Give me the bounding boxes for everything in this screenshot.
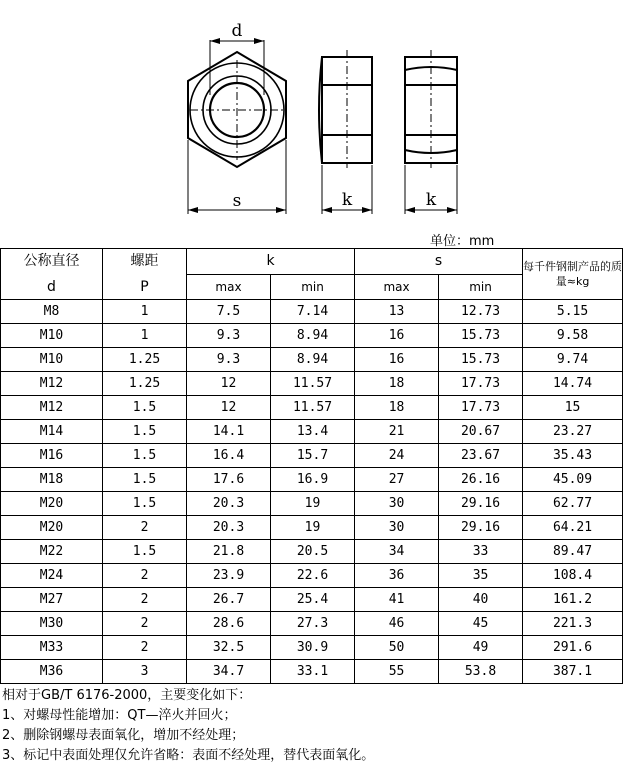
table-row: [1, 612, 623, 636]
cell-k-min: 15.7: [271, 444, 355, 468]
cell-k-max: 20.3: [187, 492, 271, 516]
cell-d: M18: [1, 468, 103, 492]
table-row: [1, 396, 623, 420]
cell-p: 1.5: [103, 468, 187, 492]
cell-s-max: 18: [355, 372, 439, 396]
table-row: [1, 420, 623, 444]
cell-s-min: 29.16: [439, 492, 523, 516]
header-s-min: min: [439, 275, 523, 300]
unit-label: 单位：mm: [430, 234, 495, 249]
cell-p: 2: [103, 612, 187, 636]
cell-s-max: 21: [355, 420, 439, 444]
cell-k-max: 12: [187, 372, 271, 396]
cell-mass: 9.74: [523, 348, 623, 372]
cell-d: M20: [1, 492, 103, 516]
cell-k-max: 12: [187, 396, 271, 420]
note-1: 1、对螺母性能增加：QT—淬火并回火；: [2, 708, 237, 723]
cell-p: 3: [103, 660, 187, 684]
cell-p: 2: [103, 636, 187, 660]
cell-k-max: 9.3: [187, 348, 271, 372]
cell-k-min: 30.9: [271, 636, 355, 660]
cell-s-min: 45: [439, 612, 523, 636]
cell-k-max: 28.6: [187, 612, 271, 636]
note-3: 3、标记中表面处理仅允许省略：表面不经处理，替代表面氧化。: [2, 748, 375, 763]
table-row: [1, 468, 623, 492]
table-row: [1, 516, 623, 540]
cell-k-max: 23.9: [187, 564, 271, 588]
cell-mass: 387.1: [523, 660, 623, 684]
dim-label-k2: k: [425, 190, 437, 210]
cell-s-max: 27: [355, 468, 439, 492]
table-row: [1, 660, 623, 684]
cell-d: M12: [1, 396, 103, 420]
cell-mass: 5.15: [523, 300, 623, 324]
cell-d: M16: [1, 444, 103, 468]
cell-p: 1.5: [103, 540, 187, 564]
cell-d: M22: [1, 540, 103, 564]
cell-k-min: 27.3: [271, 612, 355, 636]
cell-p: 1.5: [103, 420, 187, 444]
notes: [2, 686, 374, 766]
cell-p: 1: [103, 324, 187, 348]
cell-k-max: 9.3: [187, 324, 271, 348]
table-row: [1, 300, 623, 324]
cell-d: M33: [1, 636, 103, 660]
cell-k-max: 21.8: [187, 540, 271, 564]
cell-k-min: 13.4: [271, 420, 355, 444]
note-intro: 相对于GB/T 6176-2000，主要变化如下：: [2, 688, 252, 703]
dim-label-s: s: [232, 191, 242, 211]
cell-p: 2: [103, 588, 187, 612]
cell-k-max: 14.1: [187, 420, 271, 444]
cell-k-max: 32.5: [187, 636, 271, 660]
table-row: [1, 636, 623, 660]
cell-k-min: 11.57: [271, 372, 355, 396]
cell-d: M10: [1, 348, 103, 372]
cell-s-min: 26.16: [439, 468, 523, 492]
cell-s-max: 55: [355, 660, 439, 684]
table-row: [1, 444, 623, 468]
cell-s-max: 13: [355, 300, 439, 324]
cell-s-min: 53.8: [439, 660, 523, 684]
cell-k-max: 20.3: [187, 516, 271, 540]
header-k-max: max: [187, 275, 271, 300]
cell-s-max: 16: [355, 324, 439, 348]
cell-d: M27: [1, 588, 103, 612]
cell-s-min: 17.73: [439, 396, 523, 420]
cell-p: 1.5: [103, 396, 187, 420]
cell-k-max: 17.6: [187, 468, 271, 492]
table-row: [1, 492, 623, 516]
header-k: k: [187, 249, 355, 275]
cell-s-min: 33: [439, 540, 523, 564]
cell-k-max: 34.7: [187, 660, 271, 684]
header-d-symbol: d: [1, 275, 103, 300]
cell-s-max: 18: [355, 396, 439, 420]
table-row: [1, 324, 623, 348]
cell-mass: 45.09: [523, 468, 623, 492]
cell-d: M14: [1, 420, 103, 444]
header-mass: 每千件钢制产品的质量≈kg: [523, 249, 623, 300]
cell-s-min: 35: [439, 564, 523, 588]
cell-s-max: 24: [355, 444, 439, 468]
cell-p: 1.5: [103, 444, 187, 468]
cell-d: M10: [1, 324, 103, 348]
cell-k-max: 26.7: [187, 588, 271, 612]
cell-k-min: 20.5: [271, 540, 355, 564]
dim-label-d: d: [231, 21, 243, 41]
table-row: [1, 564, 623, 588]
cell-p: 1: [103, 300, 187, 324]
cell-p: 2: [103, 564, 187, 588]
cell-p: 1.5: [103, 492, 187, 516]
cell-mass: 291.6: [523, 636, 623, 660]
dim-label-k1: k: [341, 190, 353, 210]
cell-d: M30: [1, 612, 103, 636]
table-body: [1, 300, 623, 684]
nut-dimensions-table: [0, 248, 623, 684]
cell-mass: 35.43: [523, 444, 623, 468]
cell-s-max: 50: [355, 636, 439, 660]
cell-s-max: 46: [355, 612, 439, 636]
header-p-symbol: P: [103, 275, 187, 300]
cell-s-min: 40: [439, 588, 523, 612]
cell-s-min: 23.67: [439, 444, 523, 468]
cell-d: M8: [1, 300, 103, 324]
cell-s-max: 16: [355, 348, 439, 372]
cell-s-min: 15.73: [439, 348, 523, 372]
cell-mass: 221.3: [523, 612, 623, 636]
cell-s-min: 17.73: [439, 372, 523, 396]
table-row: [1, 540, 623, 564]
cell-mass: 108.4: [523, 564, 623, 588]
cell-k-min: 33.1: [271, 660, 355, 684]
note-2: 2、删除钢螺母表面氧化，增加不经处理；: [2, 728, 245, 743]
cell-mass: 23.27: [523, 420, 623, 444]
cell-k-min: 19: [271, 492, 355, 516]
cell-s-max: 30: [355, 492, 439, 516]
cell-p: 2: [103, 516, 187, 540]
cell-mass: 15: [523, 396, 623, 420]
cell-mass: 14.74: [523, 372, 623, 396]
cell-d: M24: [1, 564, 103, 588]
cell-mass: 9.58: [523, 324, 623, 348]
cell-k-min: 8.94: [271, 324, 355, 348]
cell-mass: 64.21: [523, 516, 623, 540]
hex-nut-drawing: [0, 0, 623, 232]
cell-k-max: 16.4: [187, 444, 271, 468]
cell-mass: 89.47: [523, 540, 623, 564]
header-s-max: max: [355, 275, 439, 300]
cell-s-min: 20.67: [439, 420, 523, 444]
cell-s-max: 41: [355, 588, 439, 612]
cell-s-max: 34: [355, 540, 439, 564]
cell-s-min: 15.73: [439, 324, 523, 348]
cell-k-min: 16.9: [271, 468, 355, 492]
cell-s-min: 49: [439, 636, 523, 660]
cell-d: M12: [1, 372, 103, 396]
cell-k-min: 7.14: [271, 300, 355, 324]
cell-s-max: 30: [355, 516, 439, 540]
cell-p: 1.25: [103, 348, 187, 372]
cell-p: 1.25: [103, 372, 187, 396]
cell-mass: 62.77: [523, 492, 623, 516]
cell-k-min: 19: [271, 516, 355, 540]
cell-d: M20: [1, 516, 103, 540]
cell-s-max: 36: [355, 564, 439, 588]
cell-s-min: 29.16: [439, 516, 523, 540]
cell-k-min: 22.6: [271, 564, 355, 588]
header-k-min: min: [271, 275, 355, 300]
header-s: s: [355, 249, 523, 275]
cell-k-min: 11.57: [271, 396, 355, 420]
header-pitch: 螺距: [103, 249, 187, 275]
table-row: [1, 372, 623, 396]
cell-k-min: 25.4: [271, 588, 355, 612]
table-row: [1, 588, 623, 612]
cell-k-max: 7.5: [187, 300, 271, 324]
cell-mass: 161.2: [523, 588, 623, 612]
cell-s-min: 12.73: [439, 300, 523, 324]
header-nominal-diameter: 公称直径: [1, 249, 103, 275]
cell-k-min: 8.94: [271, 348, 355, 372]
table-row: [1, 348, 623, 372]
cell-d: M36: [1, 660, 103, 684]
